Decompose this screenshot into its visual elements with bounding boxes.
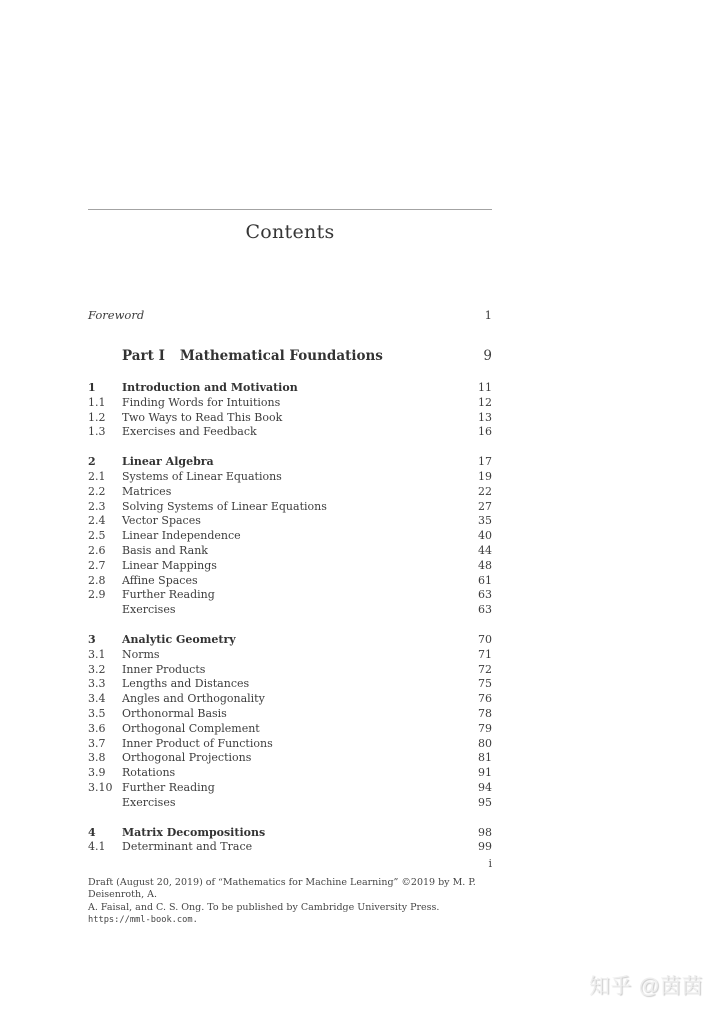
toc-row-number: 3.5 — [88, 706, 106, 720]
toc-row — [88, 529, 492, 544]
draft-notice-line2 — [88, 902, 500, 927]
toc-row — [88, 677, 492, 692]
toc-row — [88, 381, 492, 396]
toc-row-page: 94 — [478, 780, 492, 794]
toc-row-page: 11 — [478, 381, 492, 394]
book-url: https://mml-book.com. — [88, 915, 198, 926]
toc-row-number: 1.1 — [88, 395, 106, 409]
toc-row — [88, 663, 492, 678]
toc-row-title: Exercises — [122, 603, 176, 617]
toc-row — [88, 796, 492, 811]
toc-row-page: 71 — [478, 647, 492, 661]
toc-row — [88, 826, 492, 841]
toc-row-page: 19 — [478, 469, 492, 483]
toc-row — [88, 766, 492, 781]
toc-row-title: Further Reading — [122, 780, 215, 794]
part-page: 9 — [483, 348, 492, 364]
toc-row-number: 3.10 — [88, 780, 113, 794]
toc-row — [88, 574, 492, 589]
toc-row-title: Inner Product of Functions — [122, 736, 273, 750]
toc-row-title: Exercises — [122, 795, 176, 809]
toc-row-number — [88, 796, 122, 811]
toc-row-number: 2.9 — [88, 588, 106, 602]
folio-page-number: i — [488, 857, 492, 870]
toc-row-title: Exercises and Feedback — [122, 425, 257, 439]
toc-row — [88, 737, 492, 752]
toc-row-title: Linear Independence — [122, 529, 241, 543]
toc-row-title: Two Ways to Read This Book — [122, 410, 283, 424]
toc-row — [88, 707, 492, 722]
toc-row-title: Linear Algebra — [122, 455, 214, 469]
page-title: Contents — [245, 221, 335, 243]
toc-row-page: 99 — [478, 840, 492, 854]
toc-row-title: Linear Mappings — [122, 558, 217, 572]
toc-row-title: Orthogonal Projections — [122, 751, 252, 765]
toc-row — [88, 692, 492, 707]
toc-row-page: 63 — [478, 588, 492, 602]
toc-row-number: 2 — [88, 455, 96, 469]
toc-row-page: 35 — [478, 514, 492, 528]
toc-row-page: 78 — [478, 706, 492, 720]
toc-row-number: 2.8 — [88, 573, 106, 587]
toc-row-page: 79 — [478, 721, 492, 735]
toc-row-page: 91 — [478, 766, 492, 780]
toc-row-title: Affine Spaces — [122, 573, 198, 587]
toc-row-title: Norms — [122, 647, 160, 661]
toc-row-number: 1 — [88, 381, 96, 394]
toc-row-number: 2.1 — [88, 469, 106, 483]
toc-row-title: Analytic Geometry — [122, 632, 236, 646]
toc-row-title: Basis and Rank — [122, 543, 208, 557]
toc-row — [88, 840, 492, 855]
toc-row — [88, 544, 492, 559]
toc-row-page: 81 — [478, 751, 492, 765]
toc-row-title: Introduction and Motivation — [122, 381, 298, 394]
toc-row-number: 2.7 — [88, 558, 106, 572]
toc-row — [88, 781, 492, 796]
toc-row-number — [88, 603, 122, 618]
part-title: Mathematical Foundations — [179, 348, 383, 364]
toc-row-page: 63 — [478, 603, 492, 617]
draft-notice-line1: Draft (August 20, 2019) of “Mathematics for Machine Learning” ©2019 by M. P. Deisenroth, A. — [88, 877, 476, 901]
foreword-label: Foreword — [88, 308, 145, 322]
toc-row-page: 13 — [478, 410, 492, 424]
toc-row — [88, 396, 492, 411]
toc-row-number: 2.6 — [88, 543, 106, 557]
header-rule — [88, 209, 492, 210]
toc-row-page: 98 — [478, 825, 492, 839]
toc-row-page: 70 — [478, 632, 492, 646]
toc-row-number: 4 — [88, 825, 96, 839]
toc-row — [88, 603, 492, 618]
toc-row-number: 2.5 — [88, 529, 106, 543]
toc-row-number: 1.2 — [88, 410, 106, 424]
toc-row — [88, 470, 492, 485]
toc-row — [88, 751, 492, 766]
toc-row-number: 3.1 — [88, 647, 106, 661]
toc-row-title: Solving Systems of Linear Equations — [122, 499, 327, 513]
toc-row-page: 95 — [478, 795, 492, 809]
toc-part-row — [88, 348, 492, 364]
toc-list — [88, 381, 492, 855]
toc-row-title: Further Reading — [122, 588, 215, 602]
toc-row-page: 44 — [478, 543, 492, 557]
toc-row-number: 2.4 — [88, 514, 106, 528]
toc-row — [88, 411, 492, 426]
toc-row-page: 80 — [478, 736, 492, 750]
toc-row — [88, 648, 492, 663]
toc-row-page: 76 — [478, 692, 492, 706]
toc-row-title: Matrix Decompositions — [122, 825, 266, 839]
toc-row — [88, 559, 492, 574]
toc-row-number: 1.3 — [88, 425, 106, 439]
toc-row-page: 40 — [478, 529, 492, 543]
toc-row-page: 72 — [478, 662, 492, 676]
toc-row-page: 61 — [478, 573, 492, 587]
part-label: Part I — [122, 348, 165, 364]
draft-notice-line2-text: A. Faisal, and C. S. Ong. To be published by Cambridge University Press. — [88, 901, 440, 913]
toc-row-page: 17 — [478, 455, 492, 469]
toc-row-title: Inner Products — [122, 662, 206, 676]
toc-row-title: Vector Spaces — [122, 514, 201, 528]
toc-row-title: Orthogonal Complement — [122, 721, 260, 735]
toc-row-number: 2.3 — [88, 499, 106, 513]
toc-row-page: 75 — [478, 677, 492, 691]
toc-row — [88, 485, 492, 500]
toc-row-page: 22 — [478, 484, 492, 498]
toc-row-number: 3.8 — [88, 751, 106, 765]
toc-row — [88, 425, 492, 440]
toc-row-page: 12 — [478, 395, 492, 409]
draft-notice — [88, 877, 500, 927]
toc-row — [88, 514, 492, 529]
toc-row-title: Rotations — [122, 766, 176, 780]
toc-row-title: Lengths and Distances — [122, 677, 250, 691]
toc-row — [88, 722, 492, 737]
toc-row-number: 2.2 — [88, 484, 106, 498]
toc-row-title: Determinant and Trace — [122, 840, 253, 854]
toc-row-number: 3.2 — [88, 662, 106, 676]
toc-row-number: 3.4 — [88, 692, 106, 706]
toc-row-title: Matrices — [122, 484, 172, 498]
toc-row-number: 3.9 — [88, 766, 106, 780]
toc-foreword-row — [88, 308, 492, 322]
toc-row-number: 4.1 — [88, 840, 106, 854]
foreword-page: 1 — [484, 308, 492, 322]
toc-row-title: Finding Words for Intuitions — [122, 395, 281, 409]
toc-row-title: Orthonormal Basis — [122, 706, 227, 720]
toc-row-page: 16 — [478, 425, 492, 439]
toc-row-page: 27 — [478, 499, 492, 513]
toc-row-number: 3.3 — [88, 677, 106, 691]
toc-row-title: Systems of Linear Equations — [122, 469, 282, 483]
toc-row — [88, 455, 492, 470]
toc-row-page: 48 — [478, 558, 492, 572]
toc-row — [88, 500, 492, 515]
toc-row-title: Angles and Orthogonality — [122, 692, 265, 706]
zhihu-watermark: 知乎 @茵茵 — [589, 975, 704, 998]
toc-row-number: 3.7 — [88, 736, 106, 750]
toc-row — [88, 588, 492, 603]
toc-row — [88, 633, 492, 648]
toc-row-number: 3.6 — [88, 721, 106, 735]
toc-row-number: 3 — [88, 632, 96, 646]
